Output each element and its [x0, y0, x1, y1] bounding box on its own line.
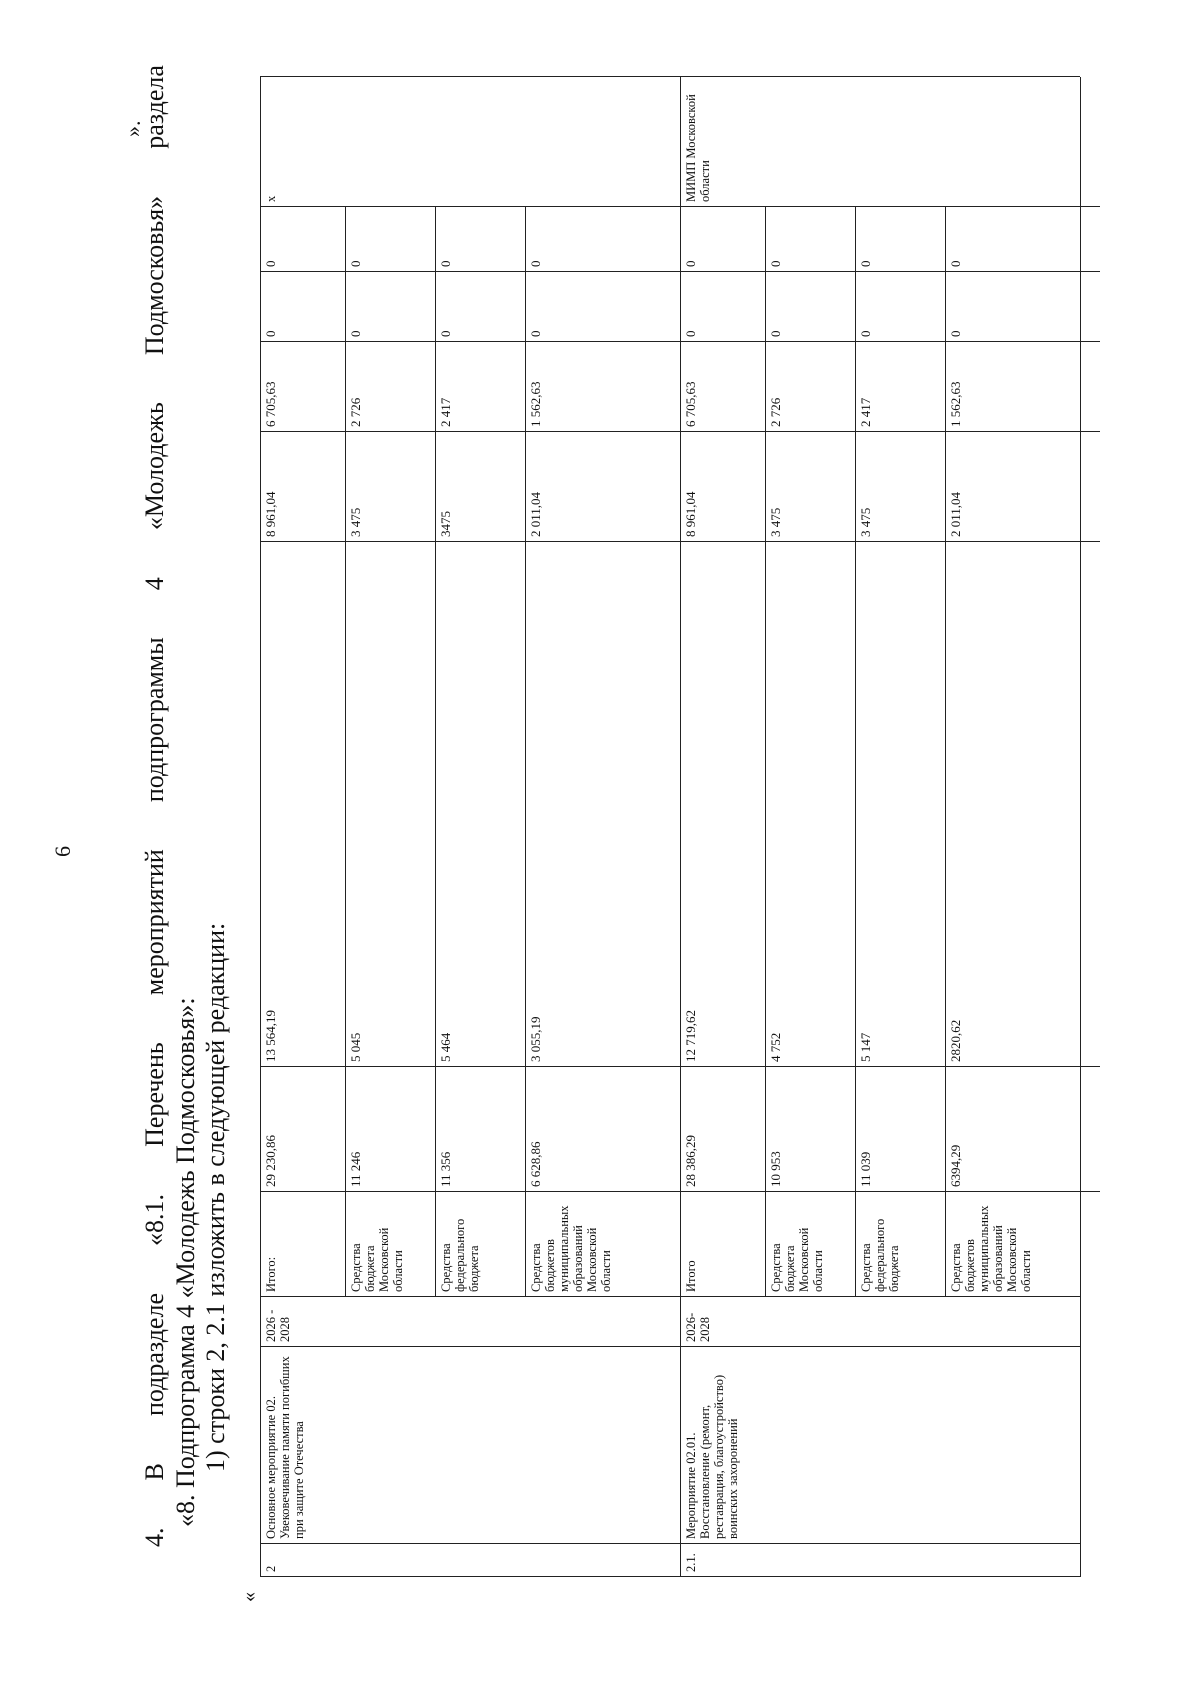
year1-value: 4 752 — [768, 1032, 783, 1062]
measures-table — [260, 77, 1080, 1577]
total-value: 11 356 — [438, 1151, 453, 1187]
year3-value: 2 726 — [768, 397, 783, 427]
year5-value: 0 — [438, 260, 453, 267]
year1-value: 5 045 — [348, 1032, 363, 1062]
year5-value: 0 — [683, 260, 698, 267]
year2-value: 3 475 — [858, 507, 873, 537]
year1-value: 13 564,19 — [263, 1010, 278, 1062]
row-executor: х — [264, 195, 278, 202]
year3-value: 2 417 — [858, 397, 873, 427]
table-rule — [260, 541, 680, 542]
year1-value: 5 147 — [858, 1032, 873, 1062]
year2-value: 2 011,04 — [948, 491, 963, 537]
total-value: 10 953 — [768, 1151, 783, 1187]
total-value: 28 386,29 — [683, 1135, 698, 1187]
intro-line-1 — [140, 65, 170, 1547]
total-value: 11 039 — [858, 1151, 873, 1187]
funding-source: Итого — [684, 1260, 698, 1292]
table-rule — [680, 431, 1100, 432]
table-rule — [260, 1066, 680, 1067]
year4-value: 0 — [948, 330, 963, 337]
year1-value: 5 464 — [438, 1032, 453, 1062]
year2-value: 8 961,04 — [263, 491, 278, 537]
year3-value: 1 562,63 — [948, 381, 963, 427]
table-rule — [260, 431, 680, 432]
year4-value: 0 — [858, 330, 873, 337]
table-rule — [680, 1191, 1100, 1192]
year4-value: 0 — [683, 330, 698, 337]
year5-value: 0 — [528, 260, 543, 267]
funding-source: Средства бюджетов муниципальных образований Московской области — [949, 1205, 1033, 1292]
closing-quote: ». — [120, 120, 145, 137]
year2-value: 3475 — [438, 511, 453, 537]
funding-source: Средства федерального бюджета — [439, 1218, 481, 1292]
funding-source: Средства бюджета Московской области — [349, 1227, 405, 1292]
total-value: 29 230,86 — [263, 1135, 278, 1187]
page-number: 6 — [50, 846, 75, 857]
intro-line-3: 1) строки 2, 2.1 изложить в следующей редакции: — [201, 922, 230, 1472]
year1-value: 2820,62 — [948, 1019, 963, 1062]
year5-value: 0 — [768, 260, 783, 267]
row-period: 2026 - 2028 — [264, 1309, 292, 1342]
row-number: 2 — [264, 1565, 278, 1572]
intro-word: 4 — [140, 577, 169, 591]
year5-value: 0 — [858, 260, 873, 267]
table-rule — [260, 1191, 680, 1192]
year1-value: 12 719,62 — [683, 1010, 698, 1062]
funding-source: Итого: — [264, 1256, 278, 1292]
total-value: 6394,29 — [948, 1144, 963, 1187]
year5-value: 0 — [948, 260, 963, 267]
intro-word: мероприятий — [140, 849, 169, 996]
row-name: Основное мероприятие 02. Увековечивание памяти погибших при защите Отечества — [264, 1356, 306, 1539]
year4-value: 0 — [348, 330, 363, 337]
total-value: 6 628,86 — [528, 1141, 543, 1187]
intro-word: подразделе — [140, 1293, 169, 1417]
row-period: 2026- 2028 — [684, 1312, 712, 1342]
year4-value: 0 — [438, 330, 453, 337]
year1-value: 3 055,19 — [528, 1016, 543, 1062]
year3-value: 2 417 — [438, 397, 453, 427]
intro-word: раздела — [140, 65, 169, 149]
funding-source: Средства бюджета Московской области — [769, 1227, 825, 1292]
intro-word: Подмосковья» — [140, 195, 169, 356]
intro-line-2: «8. Подпрограмма 4 «Молодежь Подмосковья»: — [171, 997, 200, 1527]
row-name: Мероприятие 02.01. Восстановление (ремонт, реставрация, благоустройство) воинских захоронений — [684, 1374, 740, 1539]
table-rule — [260, 271, 680, 272]
year2-value: 3 475 — [348, 507, 363, 537]
table-rule — [260, 341, 680, 342]
table-rule — [680, 271, 1100, 272]
year4-value: 0 — [528, 330, 543, 337]
year4-value: 0 — [263, 330, 278, 337]
year5-value: 0 — [263, 260, 278, 267]
year3-value: 6 705,63 — [683, 381, 698, 427]
intro-word: Перечень — [140, 1042, 169, 1147]
row-number: 2.1. — [684, 1553, 698, 1572]
opening-quote: « — [238, 1592, 260, 1602]
funding-source: Средства бюджетов муниципальных образований Московской области — [529, 1205, 613, 1292]
year2-value: 8 961,04 — [683, 491, 698, 537]
intro-word: «Молодежь — [140, 402, 169, 531]
intro-word: В — [140, 1463, 169, 1481]
year2-value: 2 011,04 — [528, 491, 543, 537]
total-value: 11 246 — [348, 1151, 363, 1187]
intro-word: подпрограммы — [140, 637, 169, 803]
year5-value: 0 — [348, 260, 363, 267]
year4-value: 0 — [768, 330, 783, 337]
year3-value: 2 726 — [348, 397, 363, 427]
table-rule — [680, 1066, 1100, 1067]
year3-value: 1 562,63 — [528, 381, 543, 427]
table-rule — [680, 541, 1100, 542]
funding-source: Средства федерального бюджета — [859, 1218, 901, 1292]
intro-word: 4. — [140, 1527, 169, 1547]
year3-value: 6 705,63 — [263, 381, 278, 427]
row-executor: МИМП Московской области — [684, 94, 712, 202]
table-rule — [680, 341, 1100, 342]
intro-word: «8.1. — [140, 1193, 169, 1246]
year2-value: 3 475 — [768, 507, 783, 537]
